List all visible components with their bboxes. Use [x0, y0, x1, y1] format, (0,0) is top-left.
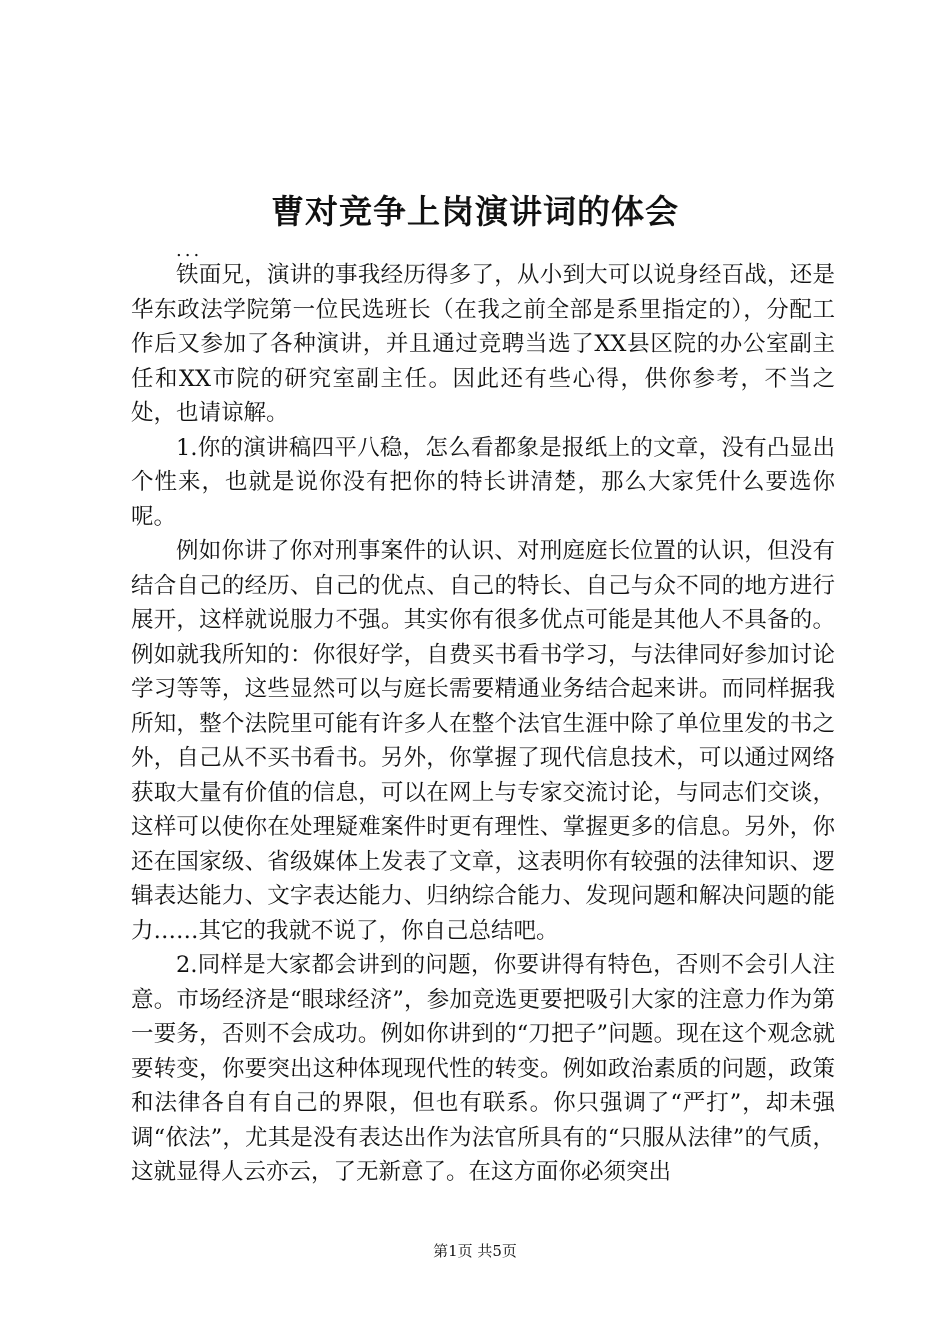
- document-title: 曹对竞争上岗演讲词的体会: [271, 192, 679, 231]
- page-footer: 第1页 共5页: [433, 1242, 517, 1260]
- paragraph: 1.你的演讲稿四平八稳，怎么看都象是报纸上的文章，没有凸显出个性来，也就是说你没有把你的特长讲清楚，那么大家凭什么要选你呢。: [131, 434, 835, 530]
- paragraph: 2.同样是大家都会讲到的问题，你要讲得有特色，否则不会引人注意。市场经济是“眼球经济”，参加竞选更要把吸引大家的注意力作为第一要务，否则不会成功。例如你讲到的“刀把子”问题。现在这个观念就要转变，你要突出这种体现现代性的转变。例如政治素质的问题，政策和法律各自有自己的界限，但也有联系。你只强调了“严打”，却未强调“依法”，尤其是没有表达出作为法官所具有的“只服从法律”的气质，这就显得人云亦云，了无新意了。在这方面你必须突出: [131, 952, 835, 1185]
- document-body: [131, 258, 835, 1190]
- paragraph: 例如你讲了你对刑事案件的认识、对刑庭庭长位置的认识，但没有结合自己的经历、自己的优点、自己的特长、自己与众不同的地方进行展开，这样就说服力不强。其实你有很多优点可能是其他人不具备的。例如就我所知的：你很好学，自费买书看书学习，与法律同好参加讨论学习等等，这些显然可以与庭长需要精通业务结合起来讲。而同样据我所知，整个法院里可能有许多人在整个法官生涯中除了单位里发的书之外，自己从不买书看书。另外，你掌握了现代信息技术，可以通过网络获取大量有价值的信息，可以在网上与专家交流讨论，与同志们交谈，这样可以使你在处理疑难案件时更有理性、掌握更多的信息。另外，你还在国家级、省级媒体上发表了文章，这表明你有较强的法律知识、逻辑表达能力、文字表达能力、归纳综合能力、发现问题和解决问题的能力……其它的我就不说了，你自己总结吧。: [131, 538, 835, 944]
- ellipsis-mark: ...: [176, 240, 203, 261]
- paragraph: 铁面兄，演讲的事我经历得多了，从小到大可以说身经百战，还是华东政法学院第一位民选班长（在我之前全部是系里指定的），分配工作后又参加了各种演讲，并且通过竞聘当选了XX县区院的办公室副主任和XX市院的研究室副主任。因此还有些心得，供你参考，不当之处，也请谅解。: [131, 262, 835, 426]
